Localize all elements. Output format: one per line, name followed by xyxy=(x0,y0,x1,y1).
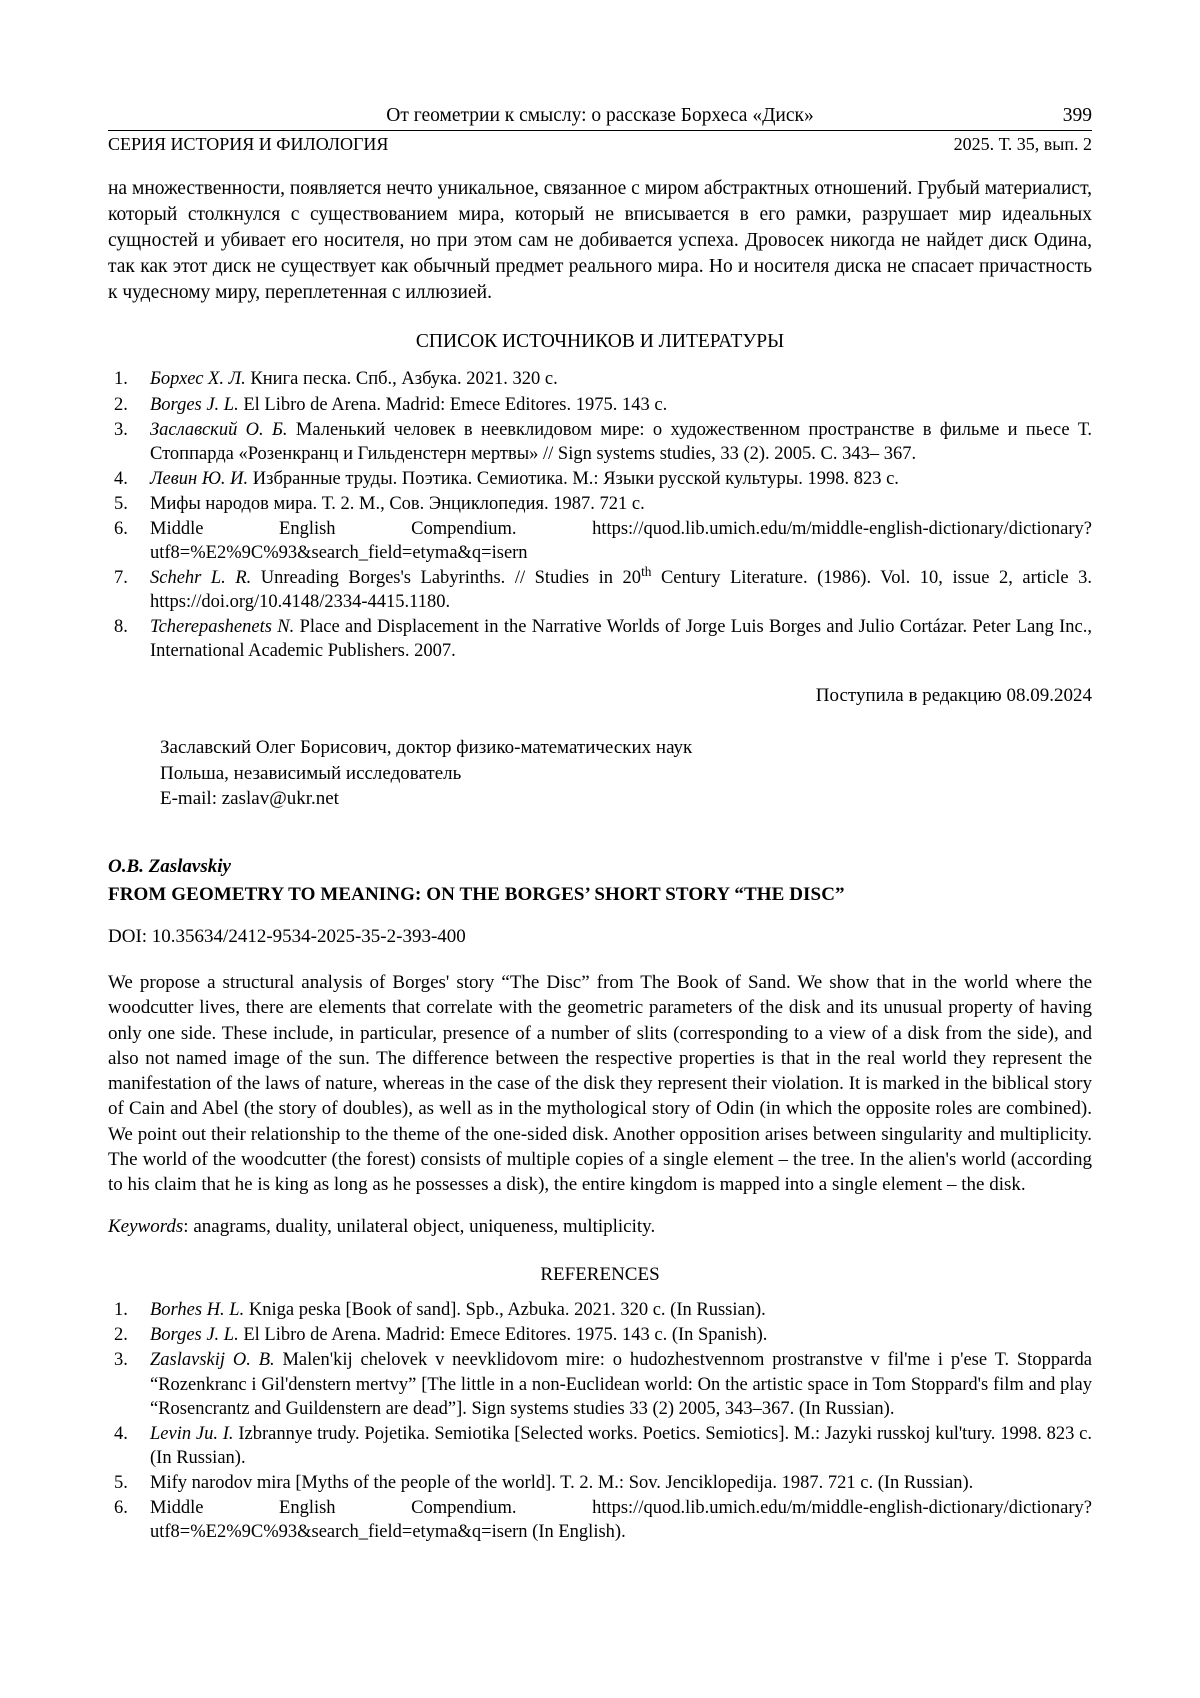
journal-issue: 2025. Т. 35, вып. 2 xyxy=(953,134,1092,155)
author-email-line: E-mail: zaslav@ukr.net xyxy=(160,788,339,810)
reference-item-number: 2. xyxy=(114,1325,128,1346)
source-item-number: 7. xyxy=(114,567,128,588)
journal-series: СЕРИЯ ИСТОРИЯ И ФИЛОЛОГИЯ xyxy=(108,134,389,155)
references-heading: REFERENCES xyxy=(540,1264,660,1286)
reference-item-number: 5. xyxy=(114,1472,128,1493)
source-item-text: Unreading Borges's Labyrinths. // Studies in 20th Century Literature. (1986). Vol. 10, issue 2, article 3. https://doi.org/10.4148/2334-4415.1180. xyxy=(150,563,1092,612)
running-head-title-row xyxy=(108,104,1092,128)
source-item-author: Schehr L. R. xyxy=(150,567,252,588)
abstract: We propose a structural analysis of Borges' story “The Disc” from The Book of Sand. We show that in the world where the woodcutter lives, there are elements that correlate with the geometric parameters of the disk and its unusual property of having only one side. These include, in particular, presence of a number of slits (corresponding to a view of a disk from the side), and also not named image of the sun. The difference between the respective properties is that in the real world they represent the manifestation of the laws of nature, whereas in the case of the disk they represent their violation. It is marked in the biblical story of Cain and Abel (the story of doubles), as well as in the mythological story of Odin (in which the opposite roles are combined). We point out their relationship to the theme of the one-sided disk. Another opposition arises between singularity and multiplicity. The world of the woodcutter (the forest) consists of multiple copies of a single element – the tree. In the alien's world (according to his claim that he is king as long as he possesses a disk), the entire kingdom is mapped into a single element – the disk. xyxy=(108,971,1092,1196)
reference-item-author: Zaslavskij O. B. xyxy=(150,1350,275,1371)
reference-item-number: 1. xyxy=(114,1300,128,1321)
source-item xyxy=(108,563,1092,614)
source-item-author: Tcherepashenets N. xyxy=(150,616,295,637)
doi-line: DOI: 10.35634/2412-9534-2025-35-2-393-400 xyxy=(108,925,466,947)
running-head-title: От геометрии к смыслу: о рассказе Борхеса «Диск» xyxy=(386,105,814,126)
source-item xyxy=(108,517,1092,565)
source-item-number: 2. xyxy=(114,394,128,415)
keywords-label: Keywords xyxy=(108,1216,184,1238)
source-item-text: Middle English Compendium. https://quod.lib.umich.edu/m/middle-english-dictionary/dictionary?utf8=%E2%9C%93&search_field=etyma&q=isern xyxy=(150,518,1092,563)
keywords-text: : anagrams, duality, unilateral object, uniqueness, multiplicity. xyxy=(183,1216,656,1238)
running-head-rule xyxy=(108,130,1092,131)
source-item xyxy=(108,615,1092,663)
reference-item-author: Levin Ju. I. xyxy=(150,1423,234,1444)
source-item xyxy=(108,467,1092,491)
running-head-meta-row xyxy=(108,133,1092,156)
source-item-text: El Libro de Arena. Madrid: Emece Editores. 1975. 143 c. xyxy=(238,394,668,415)
source-item-author: Борхес Х. Л. xyxy=(150,369,246,390)
source-item-text: Мифы народов мира. Т. 2. М., Сов. Энциклопедия. 1987. 721 с. xyxy=(150,493,645,514)
superscript-th: th xyxy=(641,563,652,579)
reference-item xyxy=(108,1298,1092,1322)
reference-item-author: Borges J. L. xyxy=(150,1325,239,1346)
keywords xyxy=(108,1216,1092,1238)
source-item-number: 4. xyxy=(114,468,128,489)
author-affiliation-line: Польша, независимый исследователь xyxy=(160,762,462,784)
reference-item-text: Malen'kij chelovek v neevklidovom mire: o hudozhestvennom prostranstve v fil'me i p'ese T. Stopparda “Rozenkranc i Gil'denstern mertvy” [The little in a non-Euclidean world: On the artistic space in Tom Stoppard's film and play “Rosencrantz and Guildenstern are dead”]. Sign systems studies 33 (2) 2005, 343–367. (In Russian). xyxy=(150,1350,1092,1419)
source-item-number: 3. xyxy=(114,419,128,440)
source-item-number: 8. xyxy=(114,616,128,637)
source-item xyxy=(108,393,1092,417)
reference-item xyxy=(108,1348,1092,1420)
source-item-author: Левин Ю. И. xyxy=(150,468,249,489)
source-item-text: Книга песка. Спб., Азбука. 2021. 320 с. xyxy=(245,369,558,390)
reference-item-number: 6. xyxy=(114,1497,128,1518)
source-item xyxy=(108,492,1092,516)
reference-item xyxy=(108,1323,1092,1347)
source-item xyxy=(108,418,1092,466)
reference-item-text: Kniga peska [Book of sand]. Spb., Azbuka. 2021. 320 c. (In Russian). xyxy=(244,1300,766,1321)
source-item-number: 1. xyxy=(114,369,128,390)
source-item-text: Маленький человек в неевклидовом мире: о художественном пространстве в фильме и пьесе Т. Стоппарда «Розенкранц и Гильденстерн мертвы» // Sign systems studies, 33 (2). 2005. С. 343– 367. xyxy=(150,419,1092,464)
english-author: O.B. Zaslavskiy xyxy=(108,855,231,877)
reference-item-author: Borhes H. L. xyxy=(150,1300,245,1321)
source-item-text: Place and Displacement in the Narrative Worlds of Jorge Luis Borges and Julio Cortázar. Peter Lang Inc., International Academic Publishers. 2007. xyxy=(150,616,1092,661)
english-title: FROM GEOMETRY TO MEANING: ON THE BORGES’ SHORT STORY “THE DISC” xyxy=(108,883,845,905)
reference-item xyxy=(108,1496,1092,1544)
body-paragraph: на множественности, появляется нечто уникальное, связанное с миром абстрактных отношений. Грубый материалист, который столкнулся с существованием мира, который не вписывается в его рамки, разрушает мир идеальных сущностей и убивает его носителя, но при этом сам не добивается успеха. Дровосек никогда не найдет диск Одина, так как этот диск не существует как обычный предмет реального мира. Но и носителя диска не спасает причастность к чудесному миру, переплетенная с иллюзией. xyxy=(108,177,1092,303)
reference-item-number: 4. xyxy=(114,1423,128,1444)
received-date: Поступила в редакцию 08.09.2024 xyxy=(815,685,1092,707)
page-number: 399 xyxy=(1062,105,1092,126)
sources-list xyxy=(108,367,1092,663)
reference-item-text: Izbrannye trudy. Pojetika. Semiotika [Selected works. Poetics. Semiotics]. M.: Jazyki russkoj kul'tury. 1998. 823 c. (In Russian). xyxy=(150,1423,1092,1468)
author-name-line: Заславский Олег Борисович, доктор физико-математических наук xyxy=(160,737,693,759)
running-head xyxy=(108,104,1092,156)
source-item-author: Borges J. L. xyxy=(150,394,239,415)
reference-item-number: 3. xyxy=(114,1350,128,1371)
reference-item xyxy=(108,1422,1092,1470)
source-item-text: Избранные труды. Поэтика. Семиотика. М.: Языки русской культуры. 1998. 823 с. xyxy=(248,468,899,489)
reference-item-text: El Libro de Arena. Madrid: Emece Editores. 1975. 143 c. (In Spanish). xyxy=(238,1325,768,1346)
source-item-number: 5. xyxy=(114,493,128,514)
sources-heading: СПИСОК ИСТОЧНИКОВ И ЛИТЕРАТУРЫ xyxy=(415,331,785,353)
source-item-number: 6. xyxy=(114,518,128,539)
author-info xyxy=(160,735,1092,812)
source-item xyxy=(108,367,1092,391)
references-list xyxy=(108,1298,1092,1543)
source-item-author: Заславский О. Б. xyxy=(150,419,288,440)
reference-item xyxy=(108,1471,1092,1495)
reference-item-text: Middle English Compendium. https://quod.lib.umich.edu/m/middle-english-dictionary/dictionary?utf8=%E2%9C%93&search_field=etyma&q=isern (In English). xyxy=(150,1497,1092,1542)
reference-item-text: Mify narodov mira [Myths of the people of the world]. T. 2. M.: Sov. Jenciklopedija. 1987. 721 c. (In Russian). xyxy=(150,1472,974,1493)
